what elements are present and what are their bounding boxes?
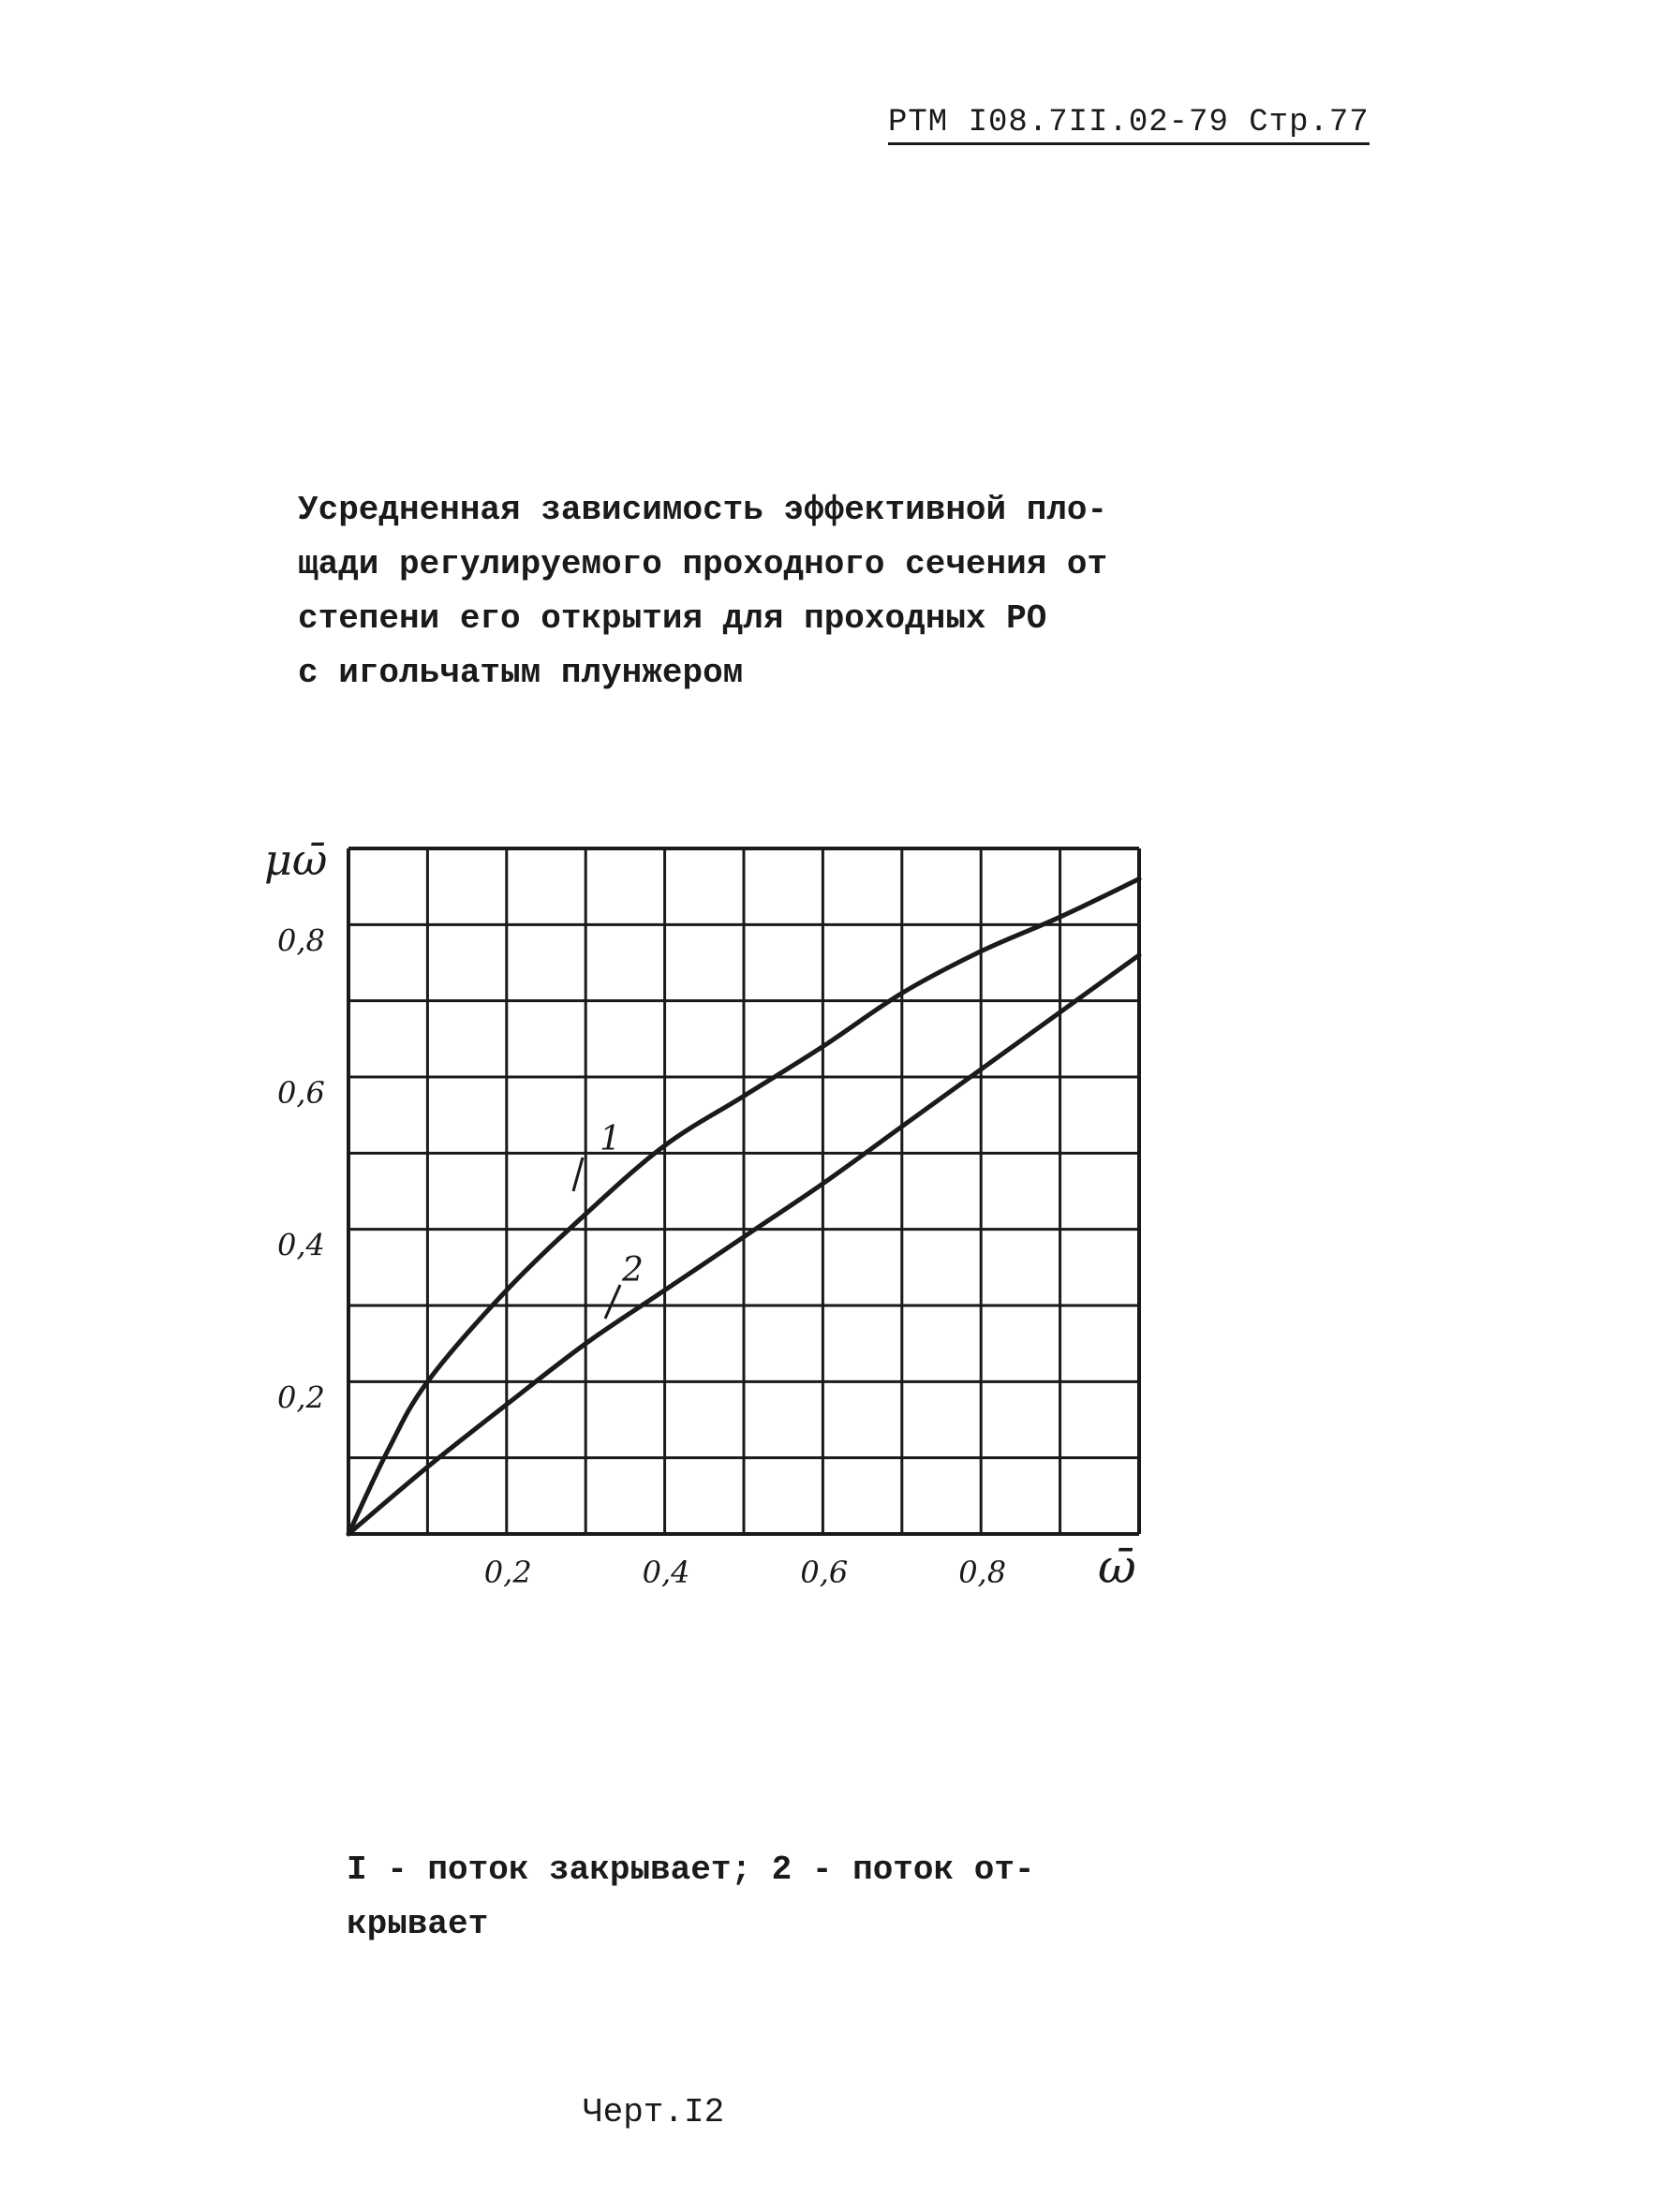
series-label-2: 2 bbox=[622, 1251, 644, 1290]
title-line-2: щади регулируемого проходного сечения от bbox=[298, 545, 1108, 583]
y-tick-label: 0,8 bbox=[277, 922, 325, 959]
series-label-1: 1 bbox=[600, 1120, 621, 1158]
x-axis-label: ω̄ bbox=[1098, 1540, 1136, 1594]
chart-legend bbox=[347, 1843, 1035, 1952]
title-line-3: степени его открытия для проходных РО bbox=[298, 599, 1047, 638]
series-label-leader-1 bbox=[573, 1158, 583, 1191]
figure-caption: Черт.I2 bbox=[583, 2093, 725, 2131]
y-axis-label: μω̄ bbox=[264, 834, 328, 885]
series-label-leader-2 bbox=[605, 1285, 620, 1319]
legend-line-2: крывает bbox=[347, 1905, 489, 1943]
y-tick-label: 0,6 bbox=[277, 1075, 325, 1111]
document-header: РТМ I08.7II.02-79 Стр.77 bbox=[888, 105, 1370, 145]
chart-grid bbox=[348, 848, 1139, 1534]
x-tick-label: 0,8 bbox=[958, 1555, 1007, 1590]
title-line-4: с игольчатым плунжером bbox=[298, 654, 744, 692]
y-tick-label: 0,2 bbox=[277, 1379, 325, 1416]
title-line-1: Усредненная зависимость эффективной пло- bbox=[298, 491, 1108, 529]
x-tick-label: 0,2 bbox=[483, 1555, 532, 1590]
x-tick-label: 0,4 bbox=[642, 1555, 690, 1590]
x-tick-label: 0,6 bbox=[800, 1555, 849, 1590]
legend-line-1: I - поток закрывает; 2 - поток от- bbox=[347, 1851, 1035, 1889]
y-tick-label: 0,4 bbox=[277, 1227, 325, 1263]
